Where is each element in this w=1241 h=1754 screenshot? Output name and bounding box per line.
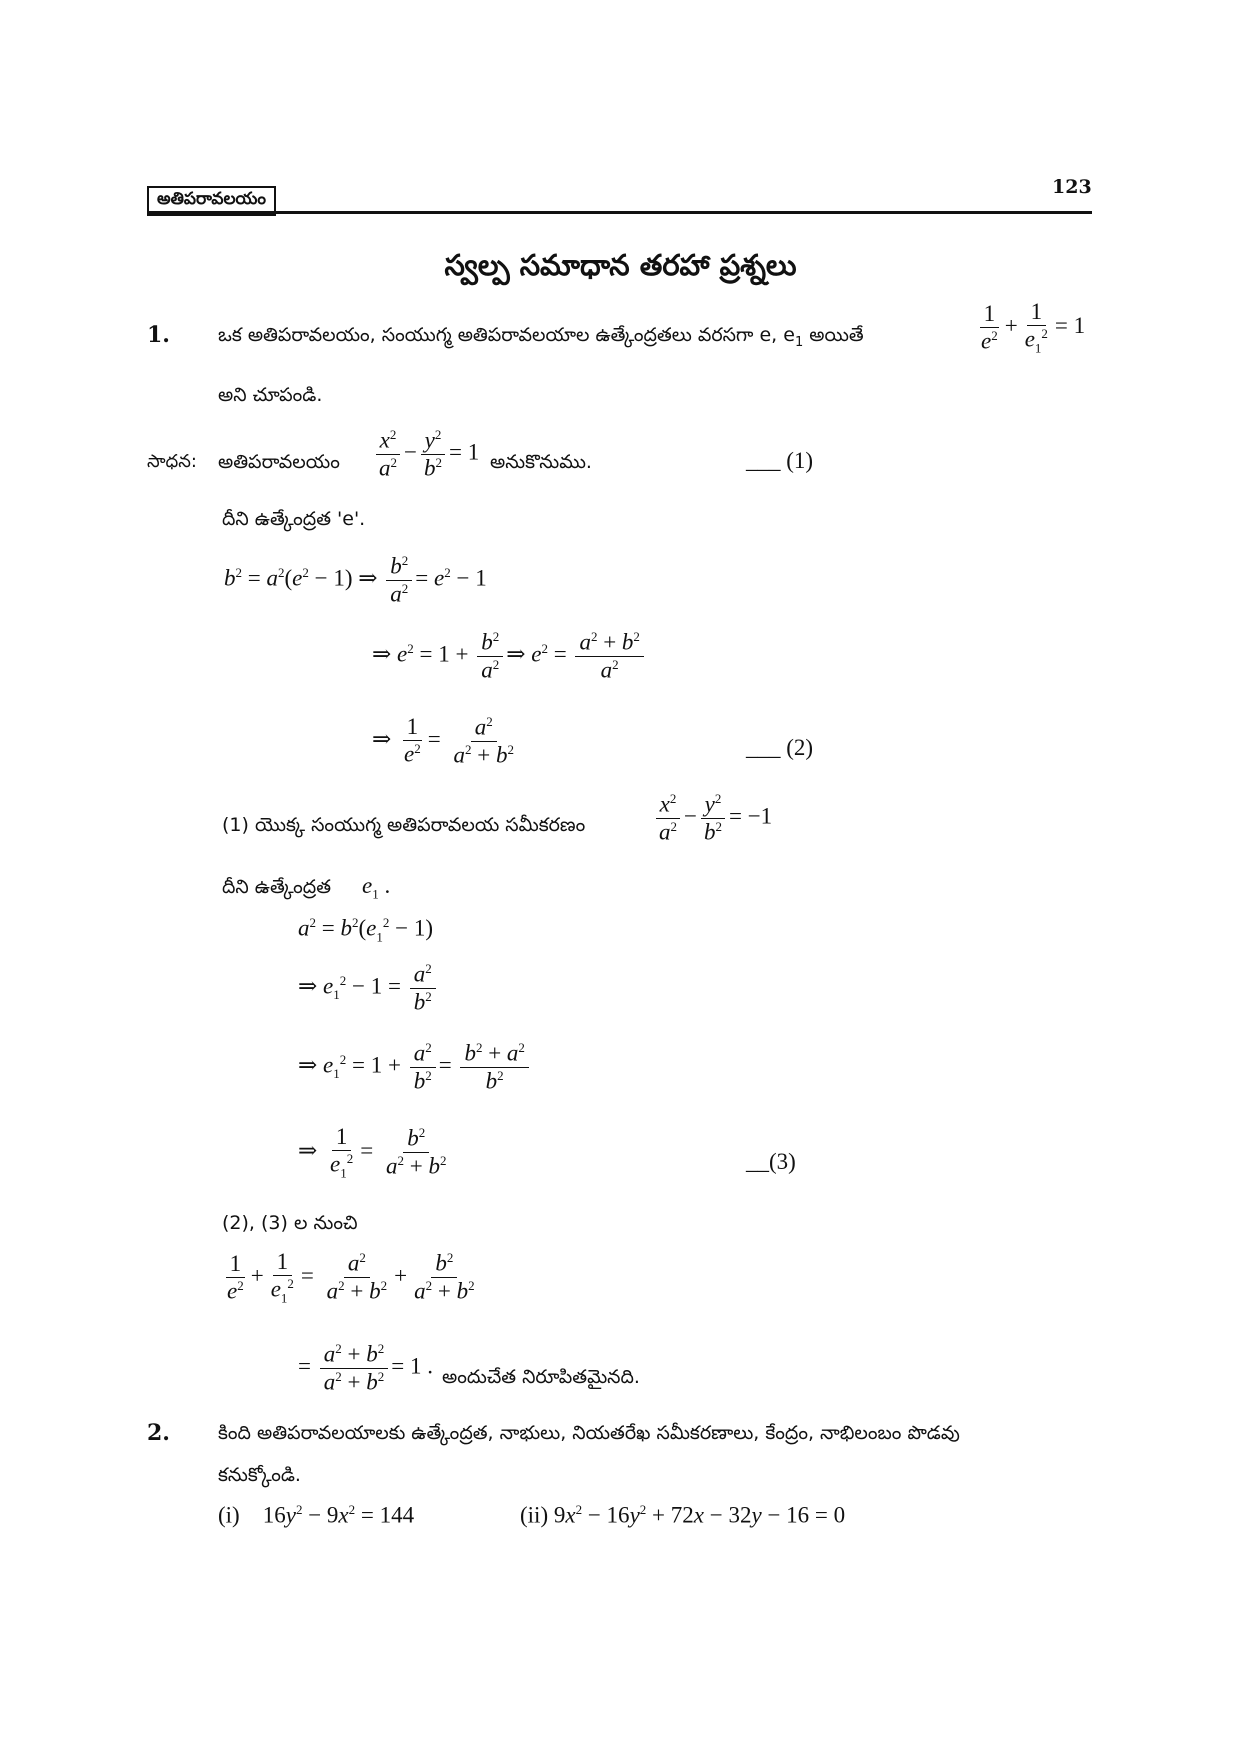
chapter-tag: అతిపరావలయం [147,186,276,216]
conjugate-equation: $\frac{x^2}{a^2}$ − $\frac{y^2}{b^2}$ = −1 [652,792,772,845]
solution-label: సాధన: [147,451,197,472]
question-2-text: కింది అతిపరావలయాలకు ఉత్కేంద్రత, నాభులు, నియతరేఖ సమీకరణాలు, కేంద్రం, నాభిలంబం పొడవు [218,1422,960,1444]
header-rule [147,211,1092,214]
step-3: ⇒ $\frac{1}{e^2}$ = $\frac{a^2}{a^2 + b^2}$ [372,714,514,768]
question-1-line2: అని చూపండి. [218,384,323,406]
question-2-line2: కనుక్కోండి. [218,1464,301,1486]
conjugate-line: (1) యొక్క సంయుగ్మ అతిపరావలయ సమీకరణం [222,814,586,836]
step-5: ⇒ $e_1^2 - 1$ = $\frac{a^2}{b^2}$ [298,962,439,1015]
part-ii: (ii) $9x^2 - 16y^2 + 72x - 32y - 16 = 0$ [520,1502,846,1528]
question-number-2: 2. [147,1420,170,1446]
eccentricity-1-symbol: $e_1$ . [362,873,391,902]
equation-tag-3: __(3) [746,1149,796,1174]
from-line: (2), (3) ల నుంచి [222,1212,358,1234]
question-number-1: 1. [147,322,170,348]
step-6: ⇒ $e_1^2 = 1$ + $\frac{a^2}{b^2}$ = $\frac{b^2 + a^2}{b^2}$ [298,1041,532,1094]
step-7: ⇒ $\frac{1}{e_1^2}$ = $\frac{b^2}{a^2 + b^2}$ [298,1124,447,1181]
hyperbola-equation: $\frac{x^2}{a^2}$ − $\frac{y^2}{b^2}$ = 1 [372,428,479,481]
eccentricity-line: దీని ఉత్కేంద్రత 'e'. [222,508,366,530]
equation-tag-1: ___ (1) [746,448,814,473]
page-number: 123 [1052,176,1092,198]
solution-intro: అతిపరావలయం [218,451,340,473]
step-1: $b^2 = a^2(e^2 - 1)$ ⇒ $\frac{b^2}{a^2}$ = $e^2 - 1$ [224,553,487,607]
section-title: స్వల్ప సమాధాన తరహా ప్రశ్నలు [444,248,797,282]
step-8: $\frac{1}{e^2}$ + $\frac{1}{e_1^2}$ = $\frac{a^2}{a^2 + b^2}$ + $\frac{b^2}{a^2 + b^2}$ [227,1249,475,1306]
solution-intro-after: అనుకొనుము. [490,451,592,473]
step-2: ⇒ $e^2 = 1$ + $\frac{b^2}{a^2}$ ⇒ $e^2$ = $\frac{a^2 + b^2}{a^2}$ [372,630,647,683]
step-9: = $\frac{a^2 + b^2}{a^2 + b^2}$ = 1 . [298,1341,433,1395]
question-1-text: ఒక అతిపరావలయం, సంయుగ్మ అతిపరావలయాల ఉత్కేంద్రతలు వరసగా e, $e_1$ అయితే [218,324,864,350]
conclusion: అందుచేత నిరూపితమైనది. [442,1366,640,1388]
equation-tag-2: ___ (2) [746,735,814,760]
eccentricity-1-line: దీని ఉత్కేంద్రత [222,876,332,898]
step-4: $a^2 = b^2(e_1^2 - 1)$ [298,915,434,945]
question-1-formula: $\frac{1}{e^2}$ + $\frac{1}{e_1^2}$ = 1 [981,299,1086,356]
part-i: (i) $16y^2 - 9x^2 = 144$ [218,1502,415,1528]
